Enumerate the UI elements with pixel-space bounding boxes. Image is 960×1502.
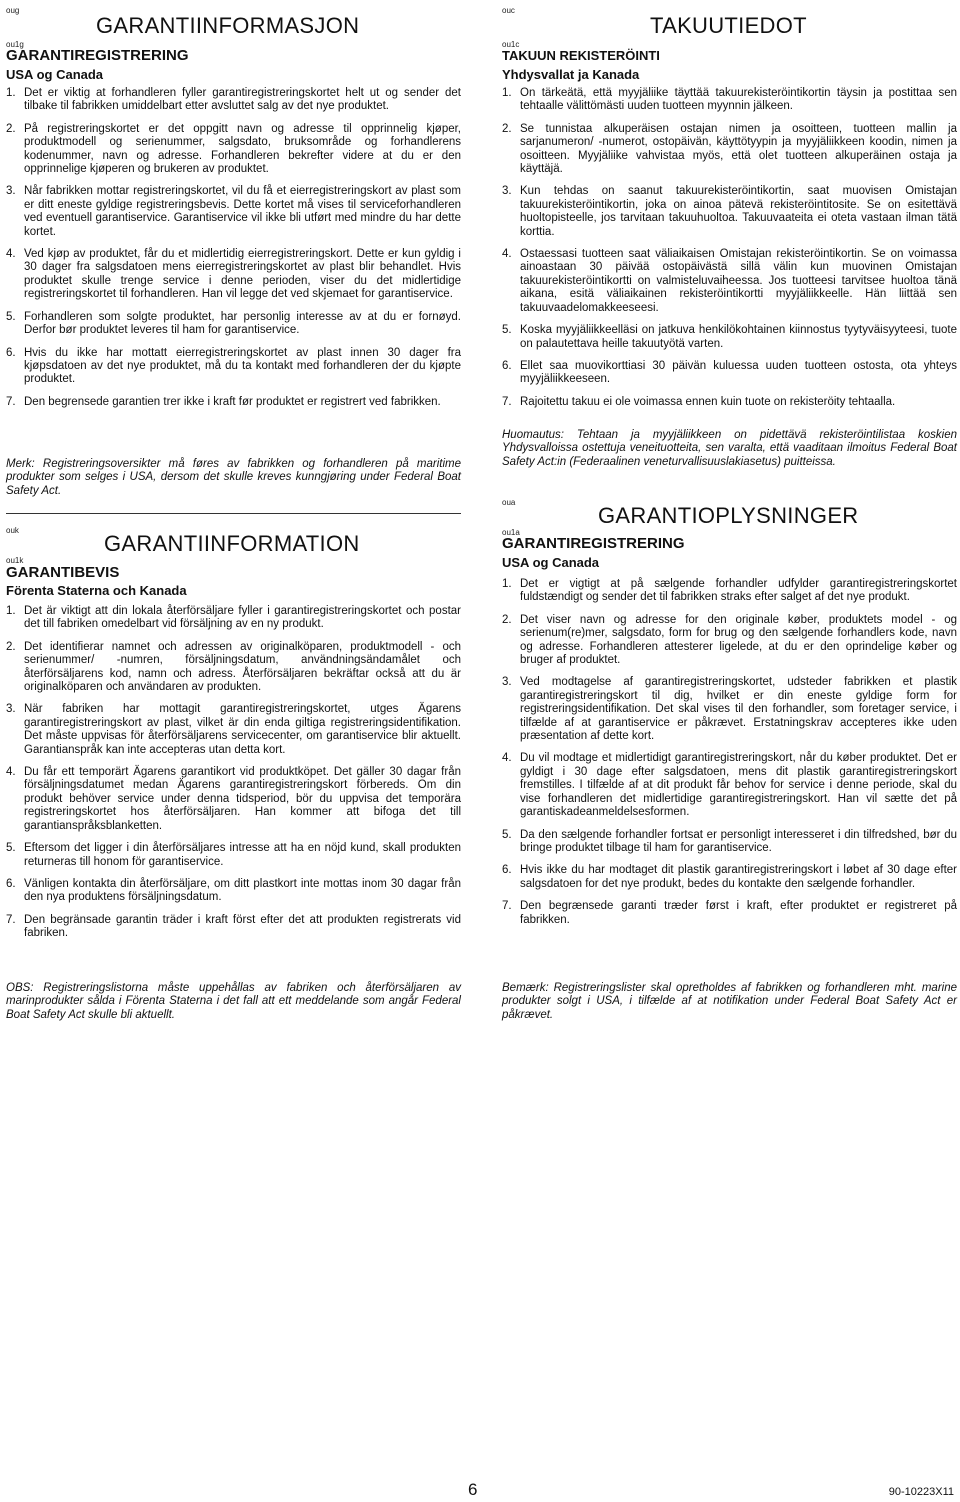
note: Bemærk: Registreringslister skal opretholdes af fabrikken og forhandleren mht. marine produkter solgt i USA, i tilfælde af at notifikation under Federal Boat Safety Act er påkrævet. (502, 982, 957, 1021)
section-title: GARANTIINFORMASJON (96, 13, 360, 38)
section-code: ouc (502, 6, 515, 15)
section-swedish (6, 518, 461, 1021)
section-norwegian (6, 0, 461, 505)
note: Huomautus: Tehtaan ja myyjäliikkeen on pidettävä rekisteröintilistaa koskien Yhdysvalloissa ostettuja veneituotteita, sen varalta, että vaaditaan ilmoitus Federal Boat Safety Act:in (Federaalinen veneturvallisuuslakiasetus) puitteissa. (502, 429, 957, 468)
list-item: 4. Ved kjøp av produktet, får du et midlertidig eierregistreringskort. Dette er kun gyldig i 30 dager fra salgsdatoen mens eierregistreringskortet av plast blir behandlet. Hvis produktet skulle trenge service i denne perioden, viser du det midlertidige registreringskortet til forhandleren. Han vil legge det ved skjemaet for garantiservice. (6, 248, 461, 301)
list-item: 7. Den begrensede garantien trer ikke i kraft før produktet er registrert ved fabrikken. (6, 395, 441, 408)
section-code: ouk (6, 526, 19, 535)
subsection-heading: GARANTIBEVIS (6, 564, 120, 581)
warranty-list (6, 605, 461, 950)
section-finnish (502, 0, 957, 480)
list-item: 4. Ostaessasi tuotteen saat väliaikaisen Omistajan rekisteröintikortin. Se on voimassa ainoastaan 30 päivää ostopäivästä sillä välin kun muovinen Omistajan takuurekisteröintikortti on valmisteluvaiheessa. Jos tuotteesi tarvitsee huoltoa tänä aikana, esitä väliaikainen rekisteröintikortti myyjäliikkeelle. Hän liittää sen takuuvaadelomakkeeseesi. (502, 248, 957, 314)
list-item: 3. Ved modtagelse af garantiregistreringskortet, udsteder fabrikken et plastik garantiregistreringskort til dig, hvilket er din eneste gyldige form for registreringsidentifikation. Det skal vises til den forhandler, som foretager service, i tilfælde af at garantiservice er påkrævet. Erstatningskrav accepteres ikke uden præsentation af dette kort. (502, 676, 957, 743)
region-heading: USA og Canada (6, 67, 104, 82)
list-item: 3. När fabriken har mottagit garantiregistreringskortet, utges Ägarens garantiregistreringskort av plast, vilket är din enda giltiga registreringsidentifikation. Det måste uppvisas för återförsäljarens servicecenter, om garantiservice blir aktuellt. Garantianspråk kan inte accepteras utan detta kort. (6, 703, 461, 756)
list-item: 4. Du vil modtage et midlertidigt garantiregistreringskort, når du køber produktet. Det er gyldigt i 30 dage efter salgsdatoen, mens dit plastik garantiregistreringskort fremstilles. I tilfælde af at dit produkt får behov for service i denne periode, skal du vise forhandleren det midlertidige garantiregistreringskort. Han vil sætte det på garantiskadeanmeldelsesformen. (502, 752, 957, 819)
subsection-heading: TAKUUN REKISTERÖINTI (502, 48, 660, 63)
list-item: 2. På registreringskortet er det oppgitt navn og adresse til opprinnelig kjøper, produktmodell og serienummer, salgsdato, bruksområde og forhandlerens kodenummer, navn og adresse. Forhandleren bekrefter videre at du er den opprinnelige kjøperen og brukeren av produktet. (6, 122, 461, 176)
list-item: 2. Det viser navn og adresse for den originale køber, produktets model - og serienum(re)mer, salgsdato, form for brug og den sælgende forhandlers kode, navn og adresse. Forhandleren attesterer ligelede, at du er den oprindelige køber og bruger af produktet. (502, 613, 957, 667)
subsection-code: ou1a (502, 528, 520, 537)
list-item: 4. Du får ett temporärt Ägarens garantikort vid produktköpet. Det gäller 30 dagar från försäljningsdatumet medan Ägarens garantiregistreringskort förbereds. Om din produkt behöver service under denna tidsperiod, bör du uppvisa det temporära registreringskortet hos återförsäljaren. Han kommer att bifoga det till garantianspråksblanketten. (6, 766, 461, 832)
warranty-list (502, 87, 957, 418)
section-title: TAKUUTIEDOT (650, 13, 807, 38)
list-item: 7. Den begränsade garantin träder i kraft först efter det att produkten registrerats vid fabriken. (6, 913, 461, 940)
divider (6, 513, 461, 514)
list-item: 5. Forhandleren som solgte produktet, har personlig interesse av at du er fornøyd. Derfor bør produktet leveres til ham for garantiservice. (6, 310, 461, 337)
section-title: GARANTIOPLYSNINGER (598, 503, 859, 528)
subsection-heading: GARANTIREGISTRERING (502, 535, 685, 552)
warranty-list (6, 87, 461, 418)
list-item: 6. Hvis ikke du har modtaget dit plastik garantiregistreringskort i løbet af 30 dage efter salgsdatoen for det nye produkt, bedes du kontakte den sælgende forhandler. (502, 864, 957, 890)
list-item: 5. Eftersom det ligger i din återförsäljares intresse att ha en nöjd kund, skall produkten returneras till honom för garantiservice. (6, 842, 461, 868)
list-item: 1. Det er viktig at forhandleren fyller garantiregistreringskortet helt ut og sender det tilbake til fabrikken umiddelbart etter avsluttet salg av det nye produktet. (6, 87, 461, 113)
list-item: 3. Kun tehdas on saanut takuurekisteröintikortin, saat muovisen Omistajan takuurekisteröintikortin, joka on ainoa pätevä rekisteröintitosite. Se on esitettävä huoltopisteelle, jos tarvitaan takuuhuoltoa. Takuuvaateita ei oteta vastaan ilman tätä korttia. (502, 185, 957, 238)
list-item: 3. Når fabrikken mottar registreringskortet, vil du få et eierregistreringskort av plast som er ditt eneste gyldige registreringsbevis. Dette kortet må vises til serviceforhandleren ved eventuell garantiservice. Garantiservice vil ikke bli utført med mindre du har dette kortet. (6, 185, 461, 238)
list-item: 6. Ellet saa muovikorttiasi 30 päivän kuluessa uuden tuotteen ostosta, ota yhteys myyjäliikkeeseen. (502, 359, 957, 386)
section-code: oua (502, 498, 516, 507)
list-item: 2. Det identifierar namnet och adressen av originalköparen, produktmodell - och serienummer/ -numren, försäljningsdatum, användningsändamålet och återförsäljarens kod, namn och adress. Återförsäljaren bekräftar också att du är originalköparen och användaren av produkten. (6, 640, 461, 694)
region-heading: Förenta Staterna och Kanada (6, 583, 187, 598)
subsection-code: ou1g (6, 40, 24, 49)
list-item: 6. Vänligen kontakta din återförsäljare, om ditt plastkort inte mottas inom 30 dagar från den nya produktens försäljningsdatum. (6, 877, 461, 904)
list-item: 7. Den begrænsede garanti træder først i kraft, efter produktet er registreret på fabrikken. (502, 900, 957, 926)
page-number: 6 (468, 1480, 478, 1499)
warranty-list (502, 578, 957, 936)
subsection-heading: GARANTIREGISTRERING (6, 47, 189, 64)
region-heading: Yhdysvallat ja Kanada (502, 67, 640, 82)
note: OBS: Registreringslistorna måste uppehållas av fabriken och återförsäljaren av marinprodukter sålda i Förenta Staterna i det fall att ett meddelande som angår Federal Boat Safety Act skulle bli aktuellt. (6, 982, 461, 1021)
list-item: 1. Det är viktigt att din lokala återförsäljare fyller i garantiregistreringskortet och postar det till fabriken omedelbart vid försäljning av en ny produkt. (6, 605, 461, 631)
subsection-code: ou1c (502, 40, 520, 49)
left-column (6, 0, 461, 1021)
note: Merk: Registreringsoversikter må føres av fabrikken og forhandleren på maritime produkter som selges i USA, dersom det skulle kreves kunngjøring under Federal Boat Safety Act. (6, 458, 461, 497)
region-heading: USA og Canada (502, 555, 600, 570)
list-item: 1. Det er vigtigt at på sælgende forhandler udfylder garantiregistreringskortet fuldstændigt og sender det til fabrikken straks efter salget af det nye produkt. (502, 578, 957, 604)
document-number: 90-10223X11 (888, 1486, 954, 1498)
subsection-code: ou1k (6, 556, 24, 565)
list-item: 5. Koska myyjäliikkeelläsi on jatkuva henkilökohtainen kiinnostus tyytyväisyyteesi, tuote on palautettava heille takuutyötä varten. (502, 324, 957, 350)
list-item: 5. Da den sælgende forhandler fortsat er personligt interesseret i din tilfredshed, bør du bringe produktet tilbage til ham for garantiservice. (502, 828, 957, 854)
section-danish (502, 490, 957, 1021)
list-item: 7. Rajoitettu takuu ei ole voimassa ennen kuin tuote on rekisteröity tehtaalla. (502, 395, 896, 408)
list-item: 1. On tärkeätä, että myyjäliike täyttää takuurekisteröintikortin täysin ja postittaa sen tehtaalle välittömästi uuden tuotteen myynnin jälkeen. (502, 87, 957, 113)
list-item: 6. Hvis du ikke har mottatt eierregistreringskortet av plast innen 30 dager fra kjøpsdatoen av det nye produktet, må du ta kontakt med forhandleren der du kjøpte produktet. (6, 346, 461, 386)
list-item: 2. Se tunnistaa alkuperäisen ostajan nimen ja osoitteen, tuotteen mallin ja sarjanumeron/ -numerot, ostopäivän, käyttötyypin ja myyjäliikkeen koodin, nimen ja osoitteen. Myyjäliike vahvistaa myös, että olet tuotteen alkuperäinen ostaja ja käyttäjä. (502, 122, 957, 176)
section-code: oug (6, 6, 20, 15)
section-title: GARANTIINFORMATION (104, 531, 360, 556)
